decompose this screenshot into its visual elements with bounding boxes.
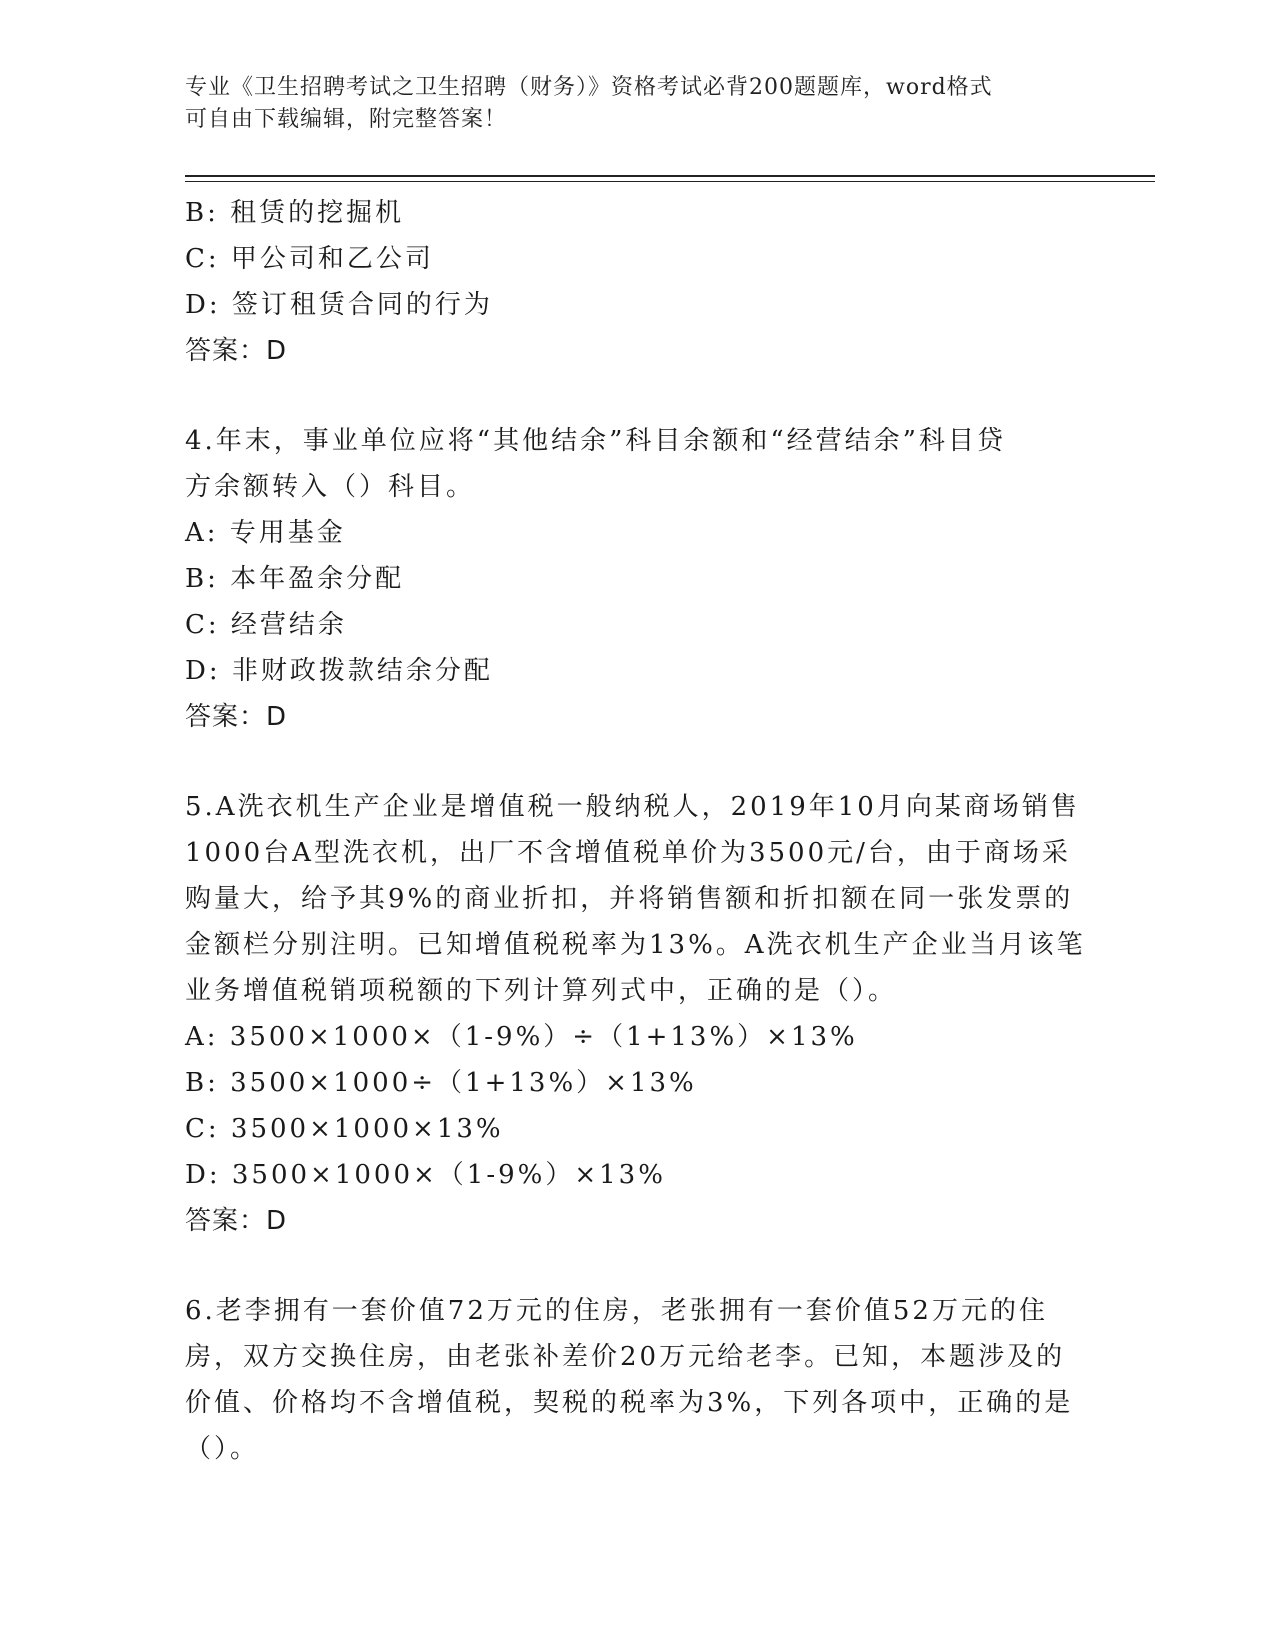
question-5 (185, 784, 1085, 1244)
question-6 (185, 1288, 1085, 1472)
question-text-line: 价值、价格均不含增值税，契税的税率为3%，下列各项中，正确的是 (185, 1388, 1074, 1418)
option-c: C: 3500×1000×13% (185, 1114, 504, 1144)
question-3 (185, 190, 1085, 374)
question-text-line: 方余额转入（）科目。 (185, 472, 476, 502)
question-text-line: 4.年末，事业单位应将“其他结余”科目余额和“经营结余”科目贷 (185, 426, 1006, 456)
option-d: D: 3500×1000×（1-9%）×13% (185, 1160, 666, 1190)
header-divider-thin (185, 181, 1155, 182)
question-text-line: 金额栏分别注明。已知增值税税率为13%。A洗衣机生产企业当月该笔 (185, 930, 1086, 960)
question-text-line: 1000台A型洗衣机，出厂不含增值税单价为3500元/台，由于商场采 (185, 838, 1071, 868)
option-b: B: 3500×1000÷（1+13%）×13% (185, 1068, 697, 1098)
question-text-line: 6.老李拥有一套价值72万元的住房，老张拥有一套价值52万元的住 (185, 1296, 1048, 1326)
question-4 (185, 418, 1085, 740)
header-divider-thick (185, 175, 1155, 177)
question-text-line: 5.A洗衣机生产企业是增值税一般纳税人，2019年10月向某商场销售 (185, 792, 1080, 822)
option-a: A: 3500×1000×（1-9%）÷（1+13%）×13% (185, 1022, 858, 1052)
document-header (185, 72, 1065, 136)
question-text-line: 业务增值税销项税额的下列计算列式中，正确的是（）。 (185, 976, 898, 1006)
option-d: D: 签订租赁合同的行为 (185, 290, 493, 320)
option-b: B: 本年盈余分配 (185, 564, 405, 594)
document-body (185, 190, 1085, 1472)
option-c: C: 甲公司和乙公司 (185, 244, 434, 274)
header-line-2: 可自由下载编辑，附完整答案！ (185, 107, 508, 132)
answer: 答案：D (185, 702, 288, 732)
option-c: C: 经营结余 (185, 610, 347, 640)
answer: 答案：D (185, 336, 288, 366)
option-a: A: 专用基金 (185, 518, 346, 548)
question-text-line: 购量大，给予其9%的商业折扣，并将销售额和折扣额在同一张发票的 (185, 884, 1074, 914)
header-line-1: 专业《卫生招聘考试之卫生招聘（财务）》资格考试必背200题题库，word格式 (185, 75, 993, 100)
option-b: B: 租赁的挖掘机 (185, 198, 405, 228)
question-text-line: 房，双方交换住房，由老张补差价20万元给老李。已知，本题涉及的 (185, 1342, 1066, 1372)
option-d: D: 非财政拨款结余分配 (185, 656, 493, 686)
question-text-line: （）。 (185, 1434, 260, 1464)
answer: 答案：D (185, 1206, 288, 1236)
